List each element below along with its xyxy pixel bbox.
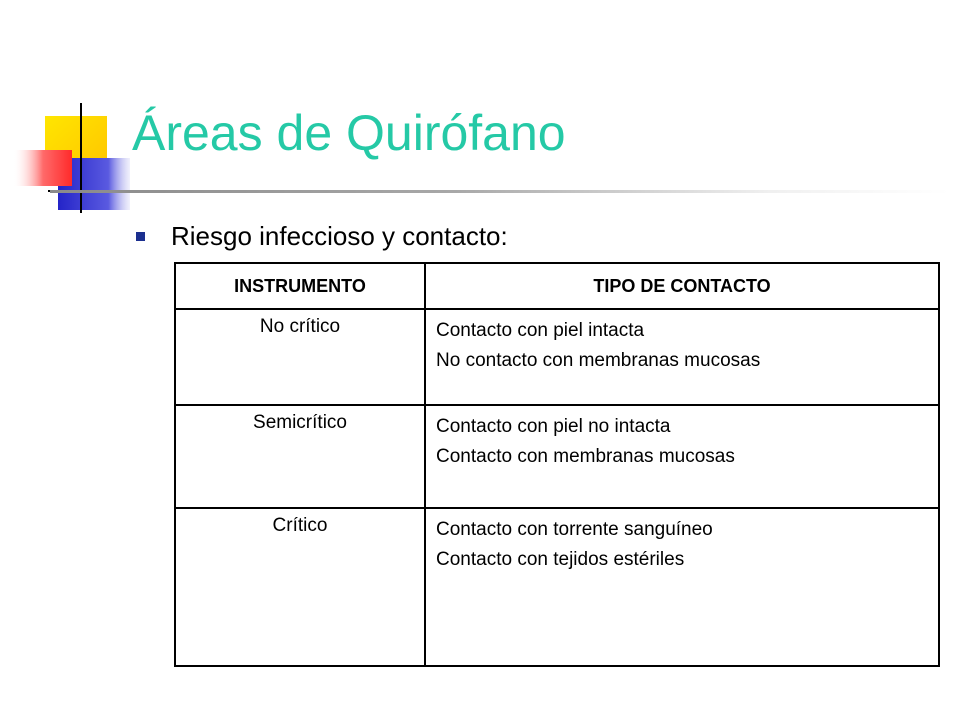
table-row: [175, 508, 939, 666]
instrument-cell: Semicrítico: [175, 405, 425, 508]
contact-cell: [425, 405, 939, 508]
bullet-item: [136, 221, 508, 252]
table-header-row: [175, 263, 939, 309]
contact-line: Contacto con piel intacta: [436, 320, 645, 341]
contact-line: Contacto con torrente sanguíneo: [436, 519, 713, 540]
instrument-cell: Crítico: [175, 508, 425, 666]
contact-line: Contacto con piel no intacta: [436, 416, 671, 437]
contact-cell: [425, 508, 939, 666]
header-instrumento: INSTRUMENTO: [175, 263, 425, 309]
table-row: [175, 405, 939, 508]
bullet-square-icon: [136, 232, 145, 241]
contact-risk-table: [174, 262, 940, 667]
contact-line: No contacto con membranas mucosas: [436, 350, 761, 371]
instrument-cell: No crítico: [175, 309, 425, 405]
contact-cell: [425, 309, 939, 405]
bullet-text: Riesgo infeccioso y contacto:: [171, 221, 508, 251]
slide-title: Áreas de Quirófano: [132, 105, 566, 161]
header-tipo-contacto: TIPO DE CONTACTO: [425, 263, 939, 309]
contact-line: Contacto con membranas mucosas: [436, 446, 735, 467]
title-underline: [50, 190, 950, 193]
decorative-logo-squares: [0, 0, 140, 230]
contact-line: Contacto con tejidos estériles: [436, 549, 685, 570]
table-row: [175, 309, 939, 405]
